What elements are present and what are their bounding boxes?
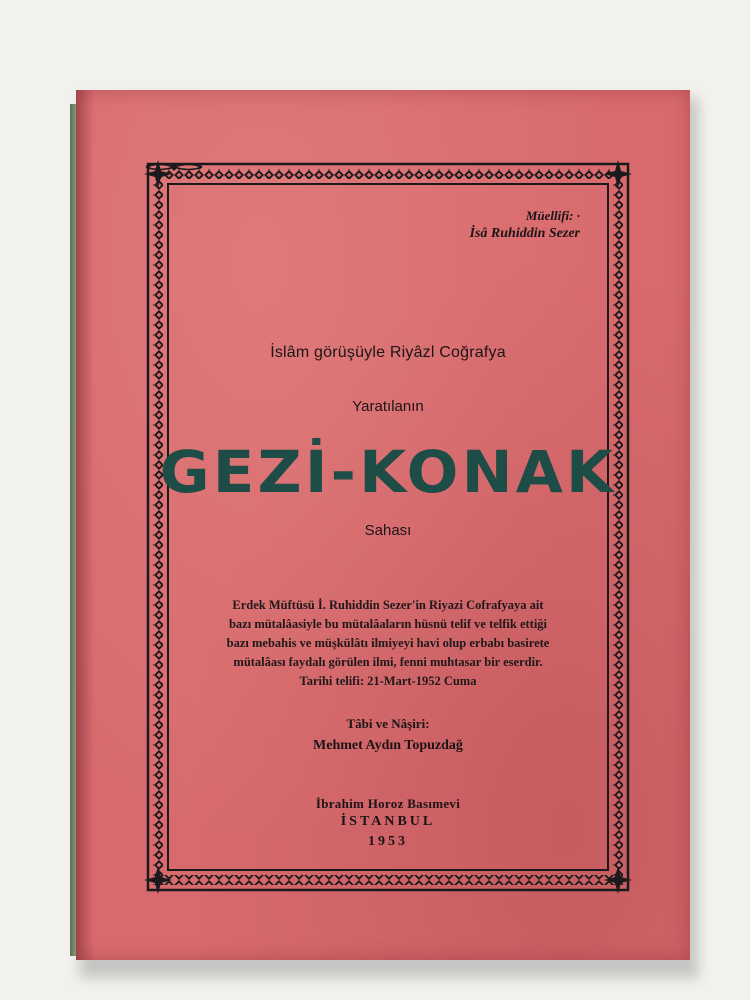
description-line: mütalâası faydalı görülen ilmi, fenni muhtasar bir eserdir. [233,655,543,669]
book-title: GEZİ-KONAK [159,438,617,506]
author-name: İsâ Ruhiddin Sezer [469,226,580,241]
publication-year: 1953 [368,834,408,849]
cover-subtitle: İslâm görüşüyle Riyâzl Coğrafya [270,344,506,361]
cover-frame [144,160,632,894]
description-line: Tarihi telifi: 21-Mart-1952 Cuma [299,674,477,688]
printer-name: İbrahim Horoz Basımevi [315,796,461,811]
description-line: bazı mebahis ve müşkülâtı ilmiyeyi havi olup erbabı basirete [226,636,550,650]
cover-spine-edge [76,90,94,960]
description-block [144,596,632,691]
description-line: Erdek Müftüsü İ. Ruhiddin Sezer'in Riyazi Cofrafyaya ait [232,598,544,612]
publisher-label: Tâbi ve Nâşiri: [346,716,430,731]
post-title: Sahası [364,522,412,539]
pre-title: Yaratılanın [352,398,424,415]
author-label: Müellifi: · [525,208,580,223]
publisher-name: Mehmet Aydın Topuzdağ [313,738,463,753]
description-line: bazı mütalâasiyle bu mütalâaların hüsnü telif ve telfik ettiği [228,617,548,631]
publication-city: İSTANBUL [340,814,436,829]
divider-ornament-icon [144,160,204,174]
